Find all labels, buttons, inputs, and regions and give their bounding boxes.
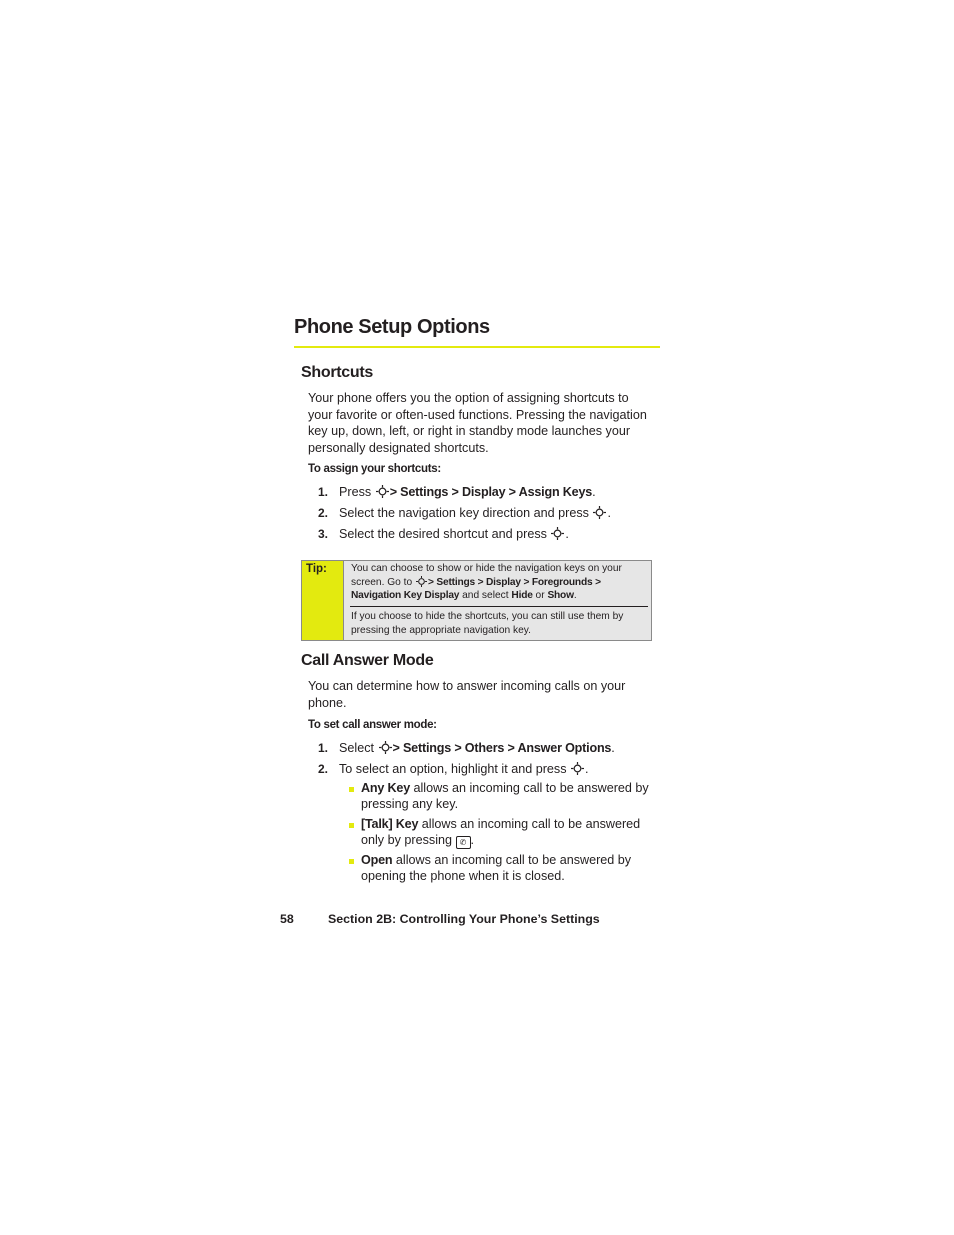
shortcuts-intro-line: Your phone offers you the option of assigning shortcuts to [308, 391, 629, 405]
option-open [361, 852, 653, 884]
option-term: [Talk] Key [361, 817, 419, 831]
menu-path: > Settings > Others > Answer Options [392, 741, 612, 755]
option-term: Open [361, 853, 393, 867]
option-desc: only by pressing [361, 833, 453, 847]
tip-line: If you choose to hide the shortcuts, you can still use them by [351, 611, 624, 622]
nav-key-icon [379, 741, 392, 754]
nav-key-icon [551, 527, 564, 540]
step-post: . [607, 506, 611, 520]
step-text [339, 526, 569, 543]
step-post: . [565, 527, 569, 541]
nav-key-icon [376, 485, 389, 498]
option-line [361, 780, 653, 796]
page-number: 58 [280, 912, 294, 926]
option-line: pressing any key. [361, 797, 459, 811]
tip-line: pressing the appropriate navigation key. [351, 624, 531, 636]
tip-box [301, 560, 652, 641]
call-answer-procedure-heading: To set call answer mode: [308, 719, 437, 731]
tip-text-fragment: screen. Go to [351, 576, 413, 588]
step-pre: Select the desired shortcut and press [339, 527, 547, 541]
section-title: Section 2B: Controlling Your Phone’s Settings [328, 912, 600, 926]
option-any-key [361, 780, 653, 812]
tip-line [351, 589, 647, 603]
option-talk-key [361, 816, 653, 849]
option-line: opening the phone when it is closed. [361, 869, 565, 883]
menu-path: > Settings > Display > Assign Keys [389, 485, 593, 499]
tip-text-fragment: or [535, 590, 545, 601]
step-number: 2. [318, 506, 329, 520]
bullet-icon [349, 823, 354, 828]
tip-line [351, 576, 647, 590]
shortcuts-intro-line: personally designated shortcuts. [308, 440, 489, 455]
step-text [339, 761, 589, 778]
tip-paragraph-2 [351, 610, 647, 637]
title-rule [294, 346, 660, 348]
page-title: Phone Setup Options [294, 316, 490, 338]
shortcuts-intro-line: your favorite or often-used functions. Pressing the navigation [308, 407, 647, 422]
tip-text-fragment: and select [462, 590, 509, 601]
option-desc: allows an incoming call to be answered [421, 817, 641, 831]
talk-key-icon: ✆ [456, 836, 471, 849]
show-option: Show [547, 590, 574, 601]
call-answer-heading: Call Answer Mode [301, 652, 434, 669]
option-line [361, 816, 653, 832]
tip-line: You can choose to show or hide the navigation keys on your [351, 563, 622, 574]
tip-divider [350, 606, 648, 607]
option-line [361, 832, 653, 849]
bullet-icon [349, 787, 354, 792]
nav-key-icon [571, 762, 584, 775]
step-post: . [592, 485, 596, 499]
step-text [339, 740, 615, 757]
step-number: 3. [318, 527, 329, 541]
tip-label-cell [302, 561, 344, 640]
shortcuts-intro-line: key up, down, left, or right in standby mode launches your [308, 424, 631, 438]
option-desc: . [470, 833, 475, 847]
menu-path: Navigation Key Display [351, 590, 460, 601]
step-number: 1. [318, 485, 329, 499]
menu-path: > Settings > Display > Foregrounds > [428, 576, 601, 588]
option-desc: allows an incoming call to be answered by [395, 853, 632, 867]
step-post: . [611, 741, 615, 755]
option-desc: allows an incoming call to be answered by [413, 781, 649, 795]
step-post: . [585, 762, 589, 776]
hide-option: Hide [511, 590, 533, 601]
tip-paragraph-1 [351, 562, 647, 603]
tip-text-fragment: . [573, 590, 577, 601]
step-pre: Press [339, 485, 372, 499]
shortcuts-heading: Shortcuts [301, 364, 373, 381]
option-line [361, 852, 653, 868]
step-number: 1. [318, 741, 329, 755]
step-text [339, 484, 596, 501]
step-pre: Select the navigation key direction and press [339, 506, 589, 520]
step-number: 2. [318, 762, 329, 776]
shortcuts-procedure-heading: To assign your shortcuts: [308, 463, 441, 475]
call-answer-intro-line: You can determine how to answer incoming calls on your [308, 679, 626, 693]
shortcuts-intro [308, 390, 660, 456]
bullet-icon [349, 859, 354, 864]
step-pre: To select an option, highlight it and press [339, 762, 567, 776]
tip-label: Tip: [306, 563, 327, 575]
call-answer-intro-line: phone. [308, 695, 347, 710]
nav-key-icon [416, 576, 427, 587]
step-pre: Select [339, 741, 375, 755]
step-text [339, 505, 611, 522]
option-term: Any Key [361, 781, 410, 795]
nav-key-icon [593, 506, 606, 519]
call-answer-intro [308, 678, 660, 711]
